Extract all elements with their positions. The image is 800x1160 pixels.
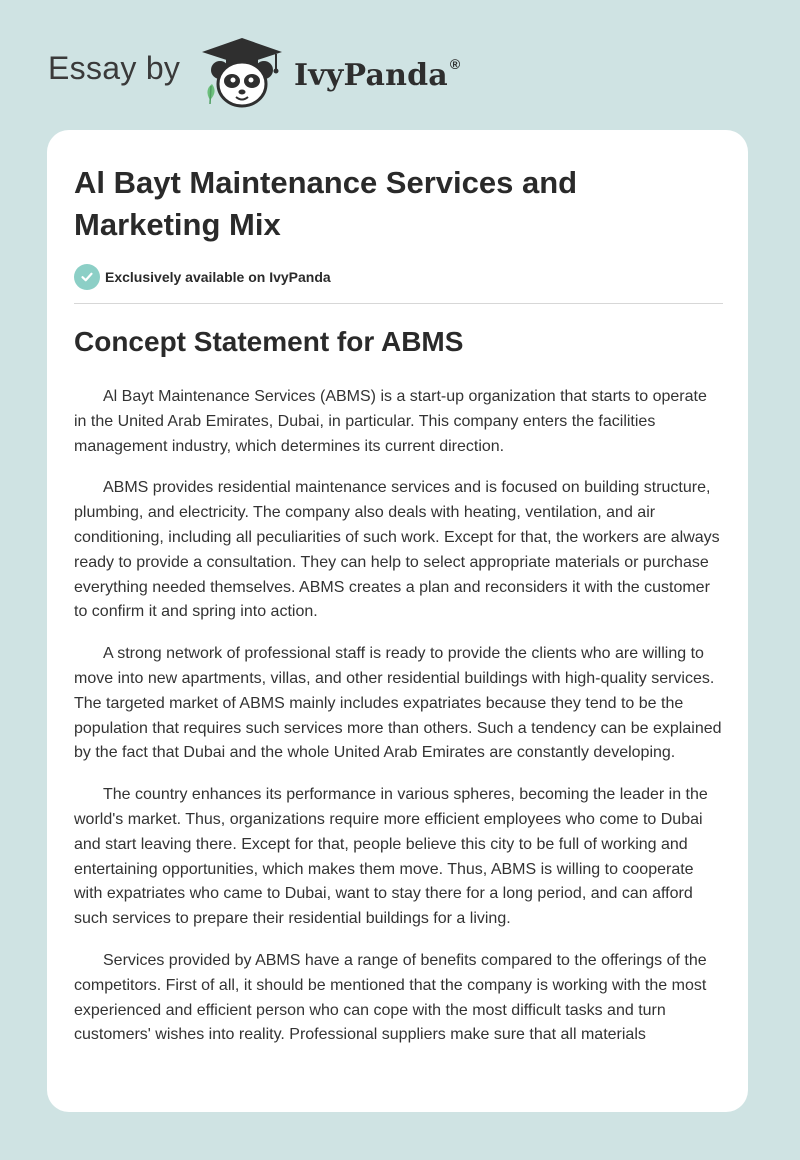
title-divider <box>74 303 723 304</box>
paragraph: Al Bayt Maintenance Services (ABMS) is a start-up organization that starts to operate in the United Arab Emirates, Dubai, in particular. This company enters the facilities management industry, which determines its current direction. <box>74 388 707 455</box>
panda-graduate-icon[interactable] <box>200 34 284 110</box>
essay-by-label: Essay by <box>48 50 181 86</box>
paragraph: A strong network of professional staff is ready to provide the clients who are willing to move into new apartments, villas, and other residential buildings with high-quality services. The targeted market of ABMS mainly includes expatriates because they tend to be the population that requires such services more than others. Such a tendency can be explained by the fact that Dubai and the whole United Arab Emirates are constantly developing. <box>74 645 722 762</box>
article-title: Al Bayt Maintenance Services and Marketing Mix <box>74 165 578 242</box>
check-circle-icon <box>74 264 100 290</box>
site-header <box>0 0 800 130</box>
paragraph: ABMS provides residential maintenance services and is focused on building structure, plumbing, and electricity. The company also deals with heating, ventilation, and air conditioning, including all peculiarities of such work. Except for that, the workers are always ready to provide a consultation. They can help to select appropriate materials or purchase everything needed themselves. ABMS creates a plan and reconsiders it with the customer to confirm it and spring into action. <box>74 479 720 621</box>
brand-name[interactable] <box>294 56 460 93</box>
brand-label: IvyPanda <box>294 58 448 93</box>
article-card <box>47 130 748 1112</box>
paragraph: The country enhances its performance in various spheres, becoming the leader in the world's market. Thus, organizations require more efficient employees who come to Dubai and start leaving there. Except for that, people believe this city to be full of working and entertaining opportunities, which makes them move. Thus, ABMS is willing to cooperate with expatriates who came to Dubai, want to stay there for a long period, and can afford such services to prepare their residential buildings for a living. <box>74 786 708 928</box>
paragraph: Services provided by ABMS have a range of benefits compared to the offerings of the competitors. First of all, it should be mentioned that the company is working with the most experienced and efficient person who can cope with the most difficult tasks and turn customers' wishes into reality. Professional suppliers make sure that all materials <box>74 951 707 1044</box>
badge-label: Exclusively available on IvyPanda <box>105 269 331 285</box>
section-heading: Concept Statement for ABMS <box>74 326 464 357</box>
article-body <box>74 385 722 1065</box>
registered-mark: ® <box>449 56 461 72</box>
exclusive-badge <box>74 264 331 290</box>
